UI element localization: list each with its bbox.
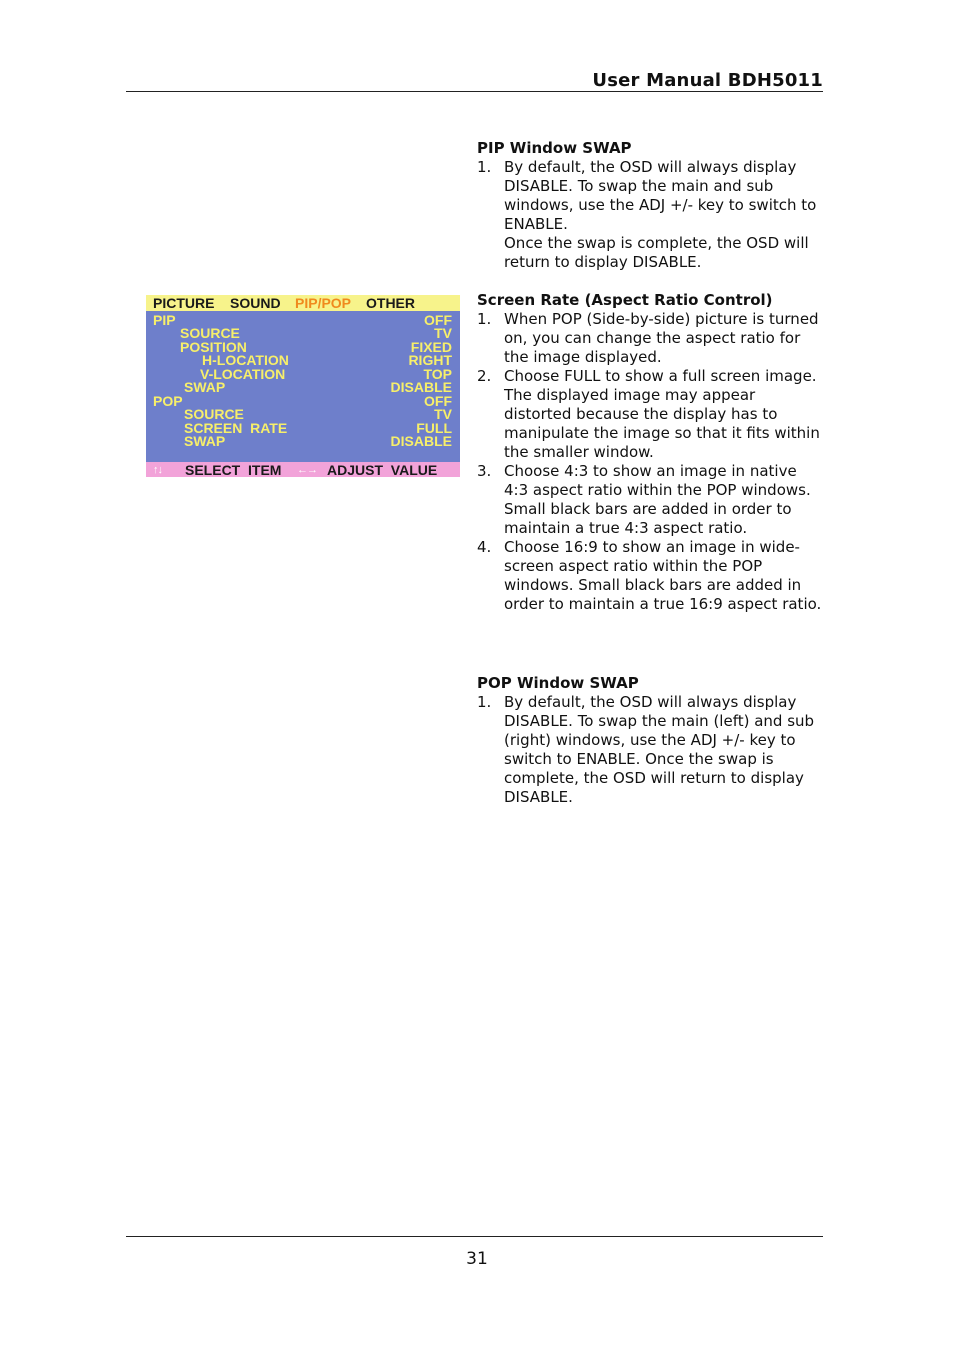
header-rule xyxy=(126,91,823,92)
list-item-number: 4. xyxy=(477,538,492,556)
osd-row-value: RIGHT xyxy=(408,352,452,368)
list-item xyxy=(477,693,823,807)
up-down-arrow-icon: ↑↓ xyxy=(153,464,162,476)
list-item-text-continued: Once the swap is complete, the OSD will return to display DISABLE. xyxy=(504,234,809,271)
osd-row-value: FULL xyxy=(416,420,452,436)
list-item-number: 1. xyxy=(477,310,492,328)
list-item-text: When POP (Side-by-side) picture is turned on, you can change the aspect ratio for the image displayed. xyxy=(504,310,819,366)
osd-row-value: OFF xyxy=(424,393,452,409)
list-item xyxy=(477,310,823,367)
osd-tab-sound: SOUND xyxy=(230,295,281,311)
list-item xyxy=(477,538,823,614)
list-item-number: 1. xyxy=(477,158,492,176)
osd-tab-pip-pop: PIP/POP xyxy=(295,295,352,311)
osd-row-label: SWAP xyxy=(184,433,226,449)
osd-row-pip-swap xyxy=(146,380,460,394)
list-item-text: Choose FULL to show a full screen image. The displayed image may appear distorted because the display has to manipulate the image so that it fits within the smaller window. xyxy=(504,367,820,461)
osd-row-label: SWAP xyxy=(184,379,226,395)
osd-row-label: POP xyxy=(153,393,183,409)
list-item xyxy=(477,158,823,272)
page-number: 31 xyxy=(466,1249,488,1269)
list-item-text: By default, the OSD will always display DISABLE. To swap the main and sub windows, use the ADJ +/- key to switch to ENABLE. xyxy=(504,158,817,233)
osd-tab-other: OTHER xyxy=(366,295,415,311)
osd-footer-select-label: SELECT ITEM xyxy=(185,462,282,478)
osd-tab-bar xyxy=(146,295,460,311)
osd-row-label: H-LOCATION xyxy=(202,352,289,368)
osd-row-label: PIP xyxy=(153,312,176,328)
osd-row-label: POSITION xyxy=(180,339,247,355)
osd-row-value: FIXED xyxy=(410,339,452,355)
osd-row-value: TV xyxy=(434,325,452,341)
list-item-number: 3. xyxy=(477,462,492,480)
list-item xyxy=(477,462,823,538)
osd-row-label: SOURCE xyxy=(180,325,240,341)
osd-row-h-location xyxy=(146,353,460,367)
osd-row-pop-swap xyxy=(146,434,460,448)
osd-row-value: TOP xyxy=(423,366,452,382)
osd-menu xyxy=(146,295,460,477)
left-right-arrow-icon: ←→ xyxy=(297,464,317,476)
osd-footer-bar xyxy=(146,462,460,477)
osd-row-pop-source xyxy=(146,407,460,421)
osd-row-label: SCREEN RATE xyxy=(184,420,288,436)
section-pip-swap xyxy=(477,139,823,272)
osd-row-label: V-LOCATION xyxy=(200,366,286,382)
osd-row-pip-source xyxy=(146,326,460,340)
list-item-text: Choose 16:9 to show an image in wide-screen aspect ratio within the POP windows. Small black bars are added in order to maintain a true 16:9 aspect ratio. xyxy=(504,538,822,613)
section-title: POP Window SWAP xyxy=(477,674,639,692)
footer-rule xyxy=(126,1236,823,1237)
list-item-number: 1. xyxy=(477,693,492,711)
section-pop-swap xyxy=(477,674,823,807)
osd-row-value: DISABLE xyxy=(390,379,452,395)
list-item-number: 2. xyxy=(477,367,492,385)
osd-row-value: DISABLE xyxy=(390,433,452,449)
manual-title: User Manual BDH5011 xyxy=(592,70,823,91)
osd-row-label: SOURCE xyxy=(184,406,244,422)
section-screen-rate xyxy=(477,291,823,614)
list-item-text: By default, the OSD will always display DISABLE. To swap the main (left) and sub (right) windows, use the ADJ +/- key to switch to ENABLE. Once the swap is complete, the OSD will return to display DISABLE. xyxy=(504,693,815,806)
osd-row-value: TV xyxy=(434,406,452,422)
osd-footer-adjust-label: ADJUST VALUE xyxy=(327,462,438,478)
section-title: Screen Rate (Aspect Ratio Control) xyxy=(477,291,773,309)
osd-tab-picture: PICTURE xyxy=(153,295,215,311)
list-item xyxy=(477,367,823,462)
osd-row-value: OFF xyxy=(424,312,452,328)
list-item-text: Choose 4:3 to show an image in native 4:3 aspect ratio within the POP windows. Small black bars are added in order to maintain a true 4:3 aspect ratio. xyxy=(504,462,811,537)
section-title: PIP Window SWAP xyxy=(477,139,632,157)
